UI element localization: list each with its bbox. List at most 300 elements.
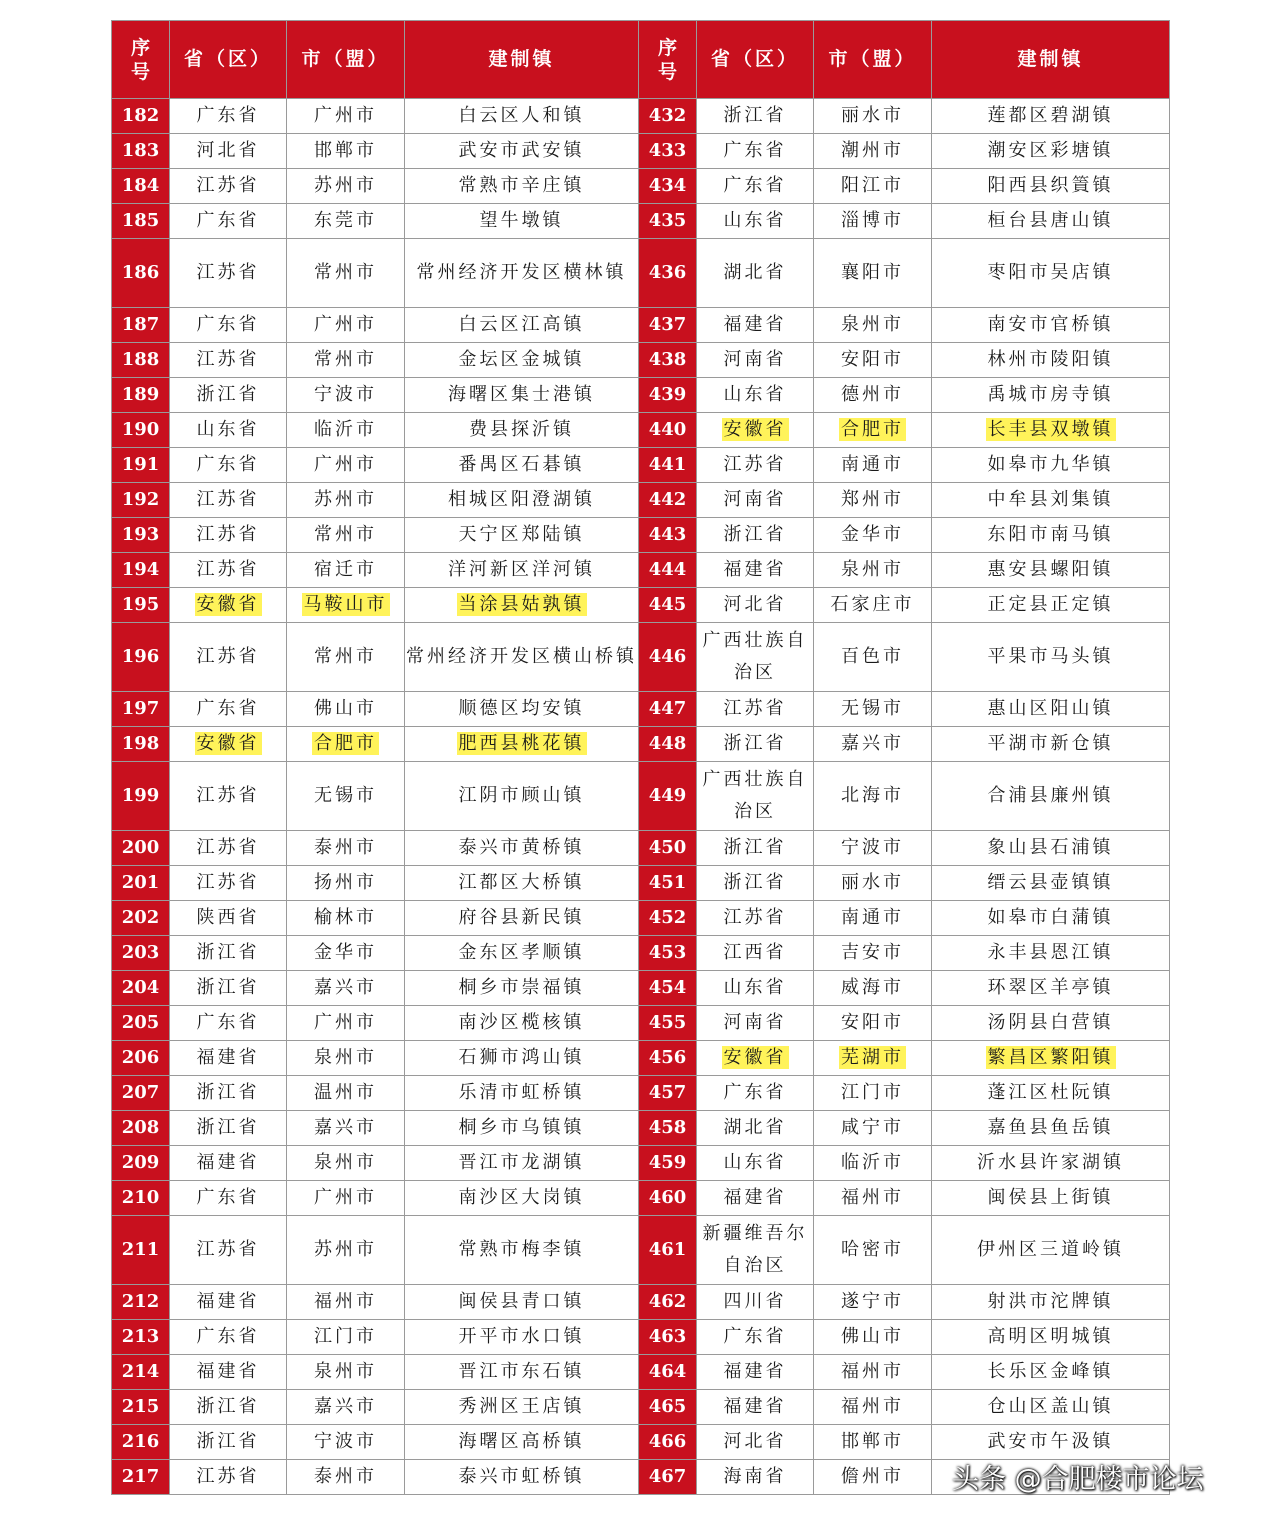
seq-cell-right: 441	[639, 448, 697, 483]
city-cell-left: 广州市	[287, 99, 405, 134]
town-cell-left: 武安市武安镇	[405, 134, 639, 169]
city-cell-right: 无锡市	[814, 692, 932, 727]
table-row	[112, 623, 1170, 692]
town-cell-right: 缙云县壶镇镇	[932, 866, 1170, 901]
city-cell-right: 遂宁市	[814, 1285, 932, 1320]
city-cell-right: 郑州市	[814, 483, 932, 518]
town-cell-left: 泰兴市虹桥镇	[405, 1460, 639, 1495]
header-city-right: 市（盟）	[814, 21, 932, 99]
table-row	[112, 692, 1170, 727]
town-cell-left: 乐清市虹桥镇	[405, 1076, 639, 1111]
city-cell-right: 丽水市	[814, 99, 932, 134]
city-cell-right: 丽水市	[814, 866, 932, 901]
town-cell-left: 开平市水口镇	[405, 1320, 639, 1355]
province-cell-right: 河南省	[697, 343, 814, 378]
province-cell-right: 福建省	[697, 1181, 814, 1216]
seq-cell-right: 433	[639, 134, 697, 169]
province-cell-left: 浙江省	[170, 1390, 287, 1425]
town-list-sheet	[111, 20, 1170, 1495]
province-cell-left: 浙江省	[170, 1425, 287, 1460]
seq-cell-right: 460	[639, 1181, 697, 1216]
city-cell-right: 淄博市	[814, 204, 932, 239]
seq-cell-right: 462	[639, 1285, 697, 1320]
province-cell-left: 江苏省	[170, 483, 287, 518]
table-row	[112, 378, 1170, 413]
town-cell-left: 桐乡市乌镇镇	[405, 1111, 639, 1146]
header-seq-right: 序 号	[639, 21, 697, 99]
town-cell-left: 望牛墩镇	[405, 204, 639, 239]
seq-cell-right: 444	[639, 553, 697, 588]
seq-cell-right: 443	[639, 518, 697, 553]
town-cell-left: 晋江市东石镇	[405, 1355, 639, 1390]
city-cell-left: 泰州市	[287, 831, 405, 866]
highlighted-text: 安徽省	[196, 594, 260, 615]
province-cell-right: 山东省	[697, 1146, 814, 1181]
city-cell-right: 泉州市	[814, 553, 932, 588]
town-cell-left: 闽侯县青口镇	[405, 1285, 639, 1320]
table-row	[112, 343, 1170, 378]
table-body	[112, 99, 1170, 1495]
province-cell-left: 浙江省	[170, 378, 287, 413]
province-cell-right: 新疆维吾尔自治区	[697, 1216, 814, 1285]
town-cell-left: 顺德区均安镇	[405, 692, 639, 727]
table-row	[112, 448, 1170, 483]
table-row	[112, 518, 1170, 553]
city-cell-right: 福州市	[814, 1181, 932, 1216]
province-cell-left: 广东省	[170, 448, 287, 483]
city-cell-left	[287, 588, 405, 623]
town-cell-left: 晋江市龙湖镇	[405, 1146, 639, 1181]
province-cell-left: 河北省	[170, 134, 287, 169]
town-cell-left: 南沙区大岗镇	[405, 1181, 639, 1216]
table-row	[112, 727, 1170, 762]
seq-cell-left: 183	[112, 134, 170, 169]
city-cell-left: 常州市	[287, 343, 405, 378]
province-cell-left: 浙江省	[170, 971, 287, 1006]
city-cell-right: 安阳市	[814, 1006, 932, 1041]
city-cell-right	[814, 1041, 932, 1076]
province-cell-left: 浙江省	[170, 1076, 287, 1111]
highlighted-text: 芜湖市	[841, 1047, 904, 1068]
town-cell-left: 江都区大桥镇	[405, 866, 639, 901]
province-cell-right: 江苏省	[697, 448, 814, 483]
seq-cell-left: 189	[112, 378, 170, 413]
table-row	[112, 483, 1170, 518]
seq-cell-right: 454	[639, 971, 697, 1006]
town-cell-left: 金坛区金城镇	[405, 343, 639, 378]
highlighted-text: 安徽省	[723, 1047, 787, 1068]
seq-cell-right: 442	[639, 483, 697, 518]
city-cell-left: 泉州市	[287, 1041, 405, 1076]
city-cell-right: 石家庄市	[814, 588, 932, 623]
town-cell-right: 惠安县螺阳镇	[932, 553, 1170, 588]
province-cell-right: 山东省	[697, 378, 814, 413]
province-cell-right	[697, 413, 814, 448]
city-cell-right: 佛山市	[814, 1320, 932, 1355]
highlighted-text: 繁昌区繁阳镇	[987, 1047, 1114, 1068]
city-cell-left: 佛山市	[287, 692, 405, 727]
highlighted-text: 当涂县姑孰镇	[458, 594, 585, 615]
town-cell-left: 天宁区郑陆镇	[405, 518, 639, 553]
town-cell-right: 长乐区金峰镇	[932, 1355, 1170, 1390]
town-cell-left: 番禺区石碁镇	[405, 448, 639, 483]
seq-cell-right: 457	[639, 1076, 697, 1111]
table-row	[112, 134, 1170, 169]
seq-cell-right: 437	[639, 308, 697, 343]
seq-cell-right: 451	[639, 866, 697, 901]
province-cell-left: 广东省	[170, 1181, 287, 1216]
city-cell-left: 嘉兴市	[287, 1390, 405, 1425]
town-cell-right: 正定县正定镇	[932, 588, 1170, 623]
table-row	[112, 1076, 1170, 1111]
city-cell-right: 金华市	[814, 518, 932, 553]
province-cell-left: 福建省	[170, 1285, 287, 1320]
town-cell-right: 中牟县刘集镇	[932, 483, 1170, 518]
seq-cell-left: 199	[112, 762, 170, 831]
province-cell-right: 广西壮族自治区	[697, 623, 814, 692]
town-cell-left: 南沙区榄核镇	[405, 1006, 639, 1041]
city-cell-left: 金华市	[287, 936, 405, 971]
province-cell-left: 江苏省	[170, 866, 287, 901]
seq-cell-left: 214	[112, 1355, 170, 1390]
city-cell-left: 宁波市	[287, 1425, 405, 1460]
city-cell-left: 福州市	[287, 1285, 405, 1320]
province-cell-right: 河北省	[697, 588, 814, 623]
town-cell-left: 洋河新区洋河镇	[405, 553, 639, 588]
seq-cell-right: 439	[639, 378, 697, 413]
table-row	[112, 1006, 1170, 1041]
seq-cell-right: 435	[639, 204, 697, 239]
province-cell-right: 广西壮族自治区	[697, 762, 814, 831]
seq-cell-left: 191	[112, 448, 170, 483]
city-cell-left: 广州市	[287, 1006, 405, 1041]
town-cell-left: 桐乡市崇福镇	[405, 971, 639, 1006]
table-row	[112, 1216, 1170, 1285]
highlighted-text: 合肥市	[314, 733, 377, 754]
seq-cell-left: 202	[112, 901, 170, 936]
province-cell-left: 江苏省	[170, 762, 287, 831]
province-cell-right: 浙江省	[697, 727, 814, 762]
city-cell-left: 苏州市	[287, 1216, 405, 1285]
seq-cell-left: 206	[112, 1041, 170, 1076]
city-cell-left: 苏州市	[287, 169, 405, 204]
table-row	[112, 936, 1170, 971]
city-cell-left: 广州市	[287, 448, 405, 483]
city-cell-left: 苏州市	[287, 483, 405, 518]
town-cell-right: 嘉鱼县鱼岳镇	[932, 1111, 1170, 1146]
seq-cell-left: 207	[112, 1076, 170, 1111]
province-cell-right: 海南省	[697, 1460, 814, 1495]
city-cell-right: 威海市	[814, 971, 932, 1006]
seq-cell-right: 463	[639, 1320, 697, 1355]
table-row	[112, 553, 1170, 588]
seq-cell-left: 193	[112, 518, 170, 553]
seq-cell-left: 192	[112, 483, 170, 518]
town-cell-right: 禹城市房寺镇	[932, 378, 1170, 413]
table-row	[112, 971, 1170, 1006]
seq-cell-right: 449	[639, 762, 697, 831]
town-cell-right: 南安市官桥镇	[932, 308, 1170, 343]
province-cell-right: 山东省	[697, 204, 814, 239]
town-cell-left: 海曙区高桥镇	[405, 1425, 639, 1460]
city-cell-right: 襄阳市	[814, 239, 932, 308]
town-cell-right: 蓬江区杜阮镇	[932, 1076, 1170, 1111]
town-cell-right	[932, 413, 1170, 448]
town-cell-right: 惠山区阳山镇	[932, 692, 1170, 727]
town-cell-left: 金东区孝顺镇	[405, 936, 639, 971]
seq-cell-right: 432	[639, 99, 697, 134]
seq-cell-left: 190	[112, 413, 170, 448]
province-cell-right: 河南省	[697, 483, 814, 518]
seq-cell-right: 452	[639, 901, 697, 936]
province-cell-left: 浙江省	[170, 1111, 287, 1146]
province-cell-right: 河北省	[697, 1425, 814, 1460]
town-cell-left: 相城区阳澄湖镇	[405, 483, 639, 518]
highlighted-text: 长丰县双墩镇	[987, 419, 1114, 440]
city-cell-right: 福州市	[814, 1355, 932, 1390]
town-cell-right: 平果市马头镇	[932, 623, 1170, 692]
city-cell-right: 百色市	[814, 623, 932, 692]
town-cell-right: 林州市陵阳镇	[932, 343, 1170, 378]
town-cell-right: 如皋市九华镇	[932, 448, 1170, 483]
city-cell-right: 临沂市	[814, 1146, 932, 1181]
town-cell-right: 高明区明城镇	[932, 1320, 1170, 1355]
table-row	[112, 99, 1170, 134]
city-cell-right: 南通市	[814, 448, 932, 483]
city-cell-left: 榆林市	[287, 901, 405, 936]
highlighted-text: 肥西县桃花镇	[458, 733, 585, 754]
town-cell-left	[405, 588, 639, 623]
province-cell-left: 广东省	[170, 1320, 287, 1355]
town-cell-right: 沂水县许家湖镇	[932, 1146, 1170, 1181]
table-row	[112, 1181, 1170, 1216]
town-cell-left: 秀洲区王店镇	[405, 1390, 639, 1425]
province-cell-left: 陕西省	[170, 901, 287, 936]
town-cell-left	[405, 727, 639, 762]
table-row	[112, 1146, 1170, 1181]
seq-cell-left: 195	[112, 588, 170, 623]
header-province-right: 省（区）	[697, 21, 814, 99]
seq-cell-left: 210	[112, 1181, 170, 1216]
province-cell-right: 浙江省	[697, 99, 814, 134]
table-row	[112, 1041, 1170, 1076]
town-cell-right: 象山县石浦镇	[932, 831, 1170, 866]
seq-cell-right: 445	[639, 588, 697, 623]
province-cell-right: 福建省	[697, 1390, 814, 1425]
province-cell-left: 广东省	[170, 99, 287, 134]
table-row	[112, 308, 1170, 343]
watermark-text: 头条 @合肥楼市论坛	[952, 1464, 1204, 1495]
city-cell-right: 儋州市	[814, 1460, 932, 1495]
header-town-right: 建制镇	[932, 21, 1170, 99]
seq-cell-left: 211	[112, 1216, 170, 1285]
province-cell-right: 福建省	[697, 308, 814, 343]
city-cell-right: 德州市	[814, 378, 932, 413]
seq-cell-left: 197	[112, 692, 170, 727]
city-cell-left: 扬州市	[287, 866, 405, 901]
city-cell-right: 江门市	[814, 1076, 932, 1111]
town-cell-left: 常州经济开发区横林镇	[405, 239, 639, 308]
seq-cell-right: 459	[639, 1146, 697, 1181]
city-cell-left: 宿迁市	[287, 553, 405, 588]
seq-cell-right: 446	[639, 623, 697, 692]
table-row	[112, 866, 1170, 901]
seq-cell-left: 205	[112, 1006, 170, 1041]
city-cell-left: 泰州市	[287, 1460, 405, 1495]
seq-cell-right: 467	[639, 1460, 697, 1495]
city-cell-left: 嘉兴市	[287, 971, 405, 1006]
province-cell-left: 福建省	[170, 1355, 287, 1390]
seq-cell-left: 194	[112, 553, 170, 588]
province-cell-right: 江西省	[697, 936, 814, 971]
seq-cell-right: 456	[639, 1041, 697, 1076]
seq-cell-left: 215	[112, 1390, 170, 1425]
seq-cell-left: 208	[112, 1111, 170, 1146]
province-cell-right: 山东省	[697, 971, 814, 1006]
highlighted-text: 安徽省	[723, 419, 787, 440]
seq-cell-right: 464	[639, 1355, 697, 1390]
header-town-left: 建制镇	[405, 21, 639, 99]
town-cell-right: 武安市午汲镇	[932, 1425, 1170, 1460]
seq-cell-right: 465	[639, 1390, 697, 1425]
seq-cell-left: 198	[112, 727, 170, 762]
city-cell-left: 无锡市	[287, 762, 405, 831]
province-cell-right: 浙江省	[697, 866, 814, 901]
city-cell-right: 潮州市	[814, 134, 932, 169]
town-cell-left: 石狮市鸿山镇	[405, 1041, 639, 1076]
province-cell-left: 广东省	[170, 308, 287, 343]
town-cell-left: 白云区江高镇	[405, 308, 639, 343]
table-row	[112, 588, 1170, 623]
province-cell-right: 福建省	[697, 553, 814, 588]
town-cell-right: 永丰县恩江镇	[932, 936, 1170, 971]
seq-cell-left: 217	[112, 1460, 170, 1495]
town-cell-right: 仓山区盖山镇	[932, 1390, 1170, 1425]
city-cell-right: 邯郸市	[814, 1425, 932, 1460]
header-row	[112, 21, 1170, 99]
town-table	[111, 20, 1170, 1495]
province-cell-left: 江苏省	[170, 169, 287, 204]
province-cell-right: 浙江省	[697, 518, 814, 553]
table-row	[112, 239, 1170, 308]
seq-cell-left: 203	[112, 936, 170, 971]
city-cell-left: 常州市	[287, 239, 405, 308]
province-cell-left: 浙江省	[170, 936, 287, 971]
seq-cell-left: 212	[112, 1285, 170, 1320]
seq-cell-left: 188	[112, 343, 170, 378]
province-cell-right: 广东省	[697, 1320, 814, 1355]
city-cell-right: 咸宁市	[814, 1111, 932, 1146]
highlighted-text: 马鞍山市	[303, 594, 388, 615]
city-cell-right: 嘉兴市	[814, 727, 932, 762]
province-cell-right: 江苏省	[697, 901, 814, 936]
province-cell-left: 江苏省	[170, 1216, 287, 1285]
seq-cell-left: 186	[112, 239, 170, 308]
table-row	[112, 1111, 1170, 1146]
city-cell-left: 泉州市	[287, 1146, 405, 1181]
province-cell-left: 福建省	[170, 1041, 287, 1076]
seq-cell-left: 213	[112, 1320, 170, 1355]
seq-cell-left: 216	[112, 1425, 170, 1460]
table-row	[112, 1390, 1170, 1425]
table-row	[112, 1425, 1170, 1460]
town-cell-left: 江阴市顾山镇	[405, 762, 639, 831]
seq-cell-left: 187	[112, 308, 170, 343]
town-cell-right: 合浦县廉州镇	[932, 762, 1170, 831]
table-row	[112, 204, 1170, 239]
seq-cell-right: 453	[639, 936, 697, 971]
town-cell-right	[932, 1041, 1170, 1076]
seq-cell-left: 209	[112, 1146, 170, 1181]
province-cell-right: 广东省	[697, 169, 814, 204]
city-cell-left: 宁波市	[287, 378, 405, 413]
header-seq-left: 序 号	[112, 21, 170, 99]
seq-cell-right: 455	[639, 1006, 697, 1041]
seq-cell-right: 461	[639, 1216, 697, 1285]
city-cell-left: 广州市	[287, 1181, 405, 1216]
province-cell-left: 广东省	[170, 692, 287, 727]
town-cell-right: 环翠区羊亭镇	[932, 971, 1170, 1006]
seq-cell-right: 447	[639, 692, 697, 727]
seq-cell-left: 184	[112, 169, 170, 204]
province-cell-left: 广东省	[170, 204, 287, 239]
province-cell-left: 山东省	[170, 413, 287, 448]
seq-cell-left: 185	[112, 204, 170, 239]
province-cell-left: 福建省	[170, 1146, 287, 1181]
city-cell-left: 东莞市	[287, 204, 405, 239]
town-cell-right: 阳西县织篢镇	[932, 169, 1170, 204]
province-cell-left: 江苏省	[170, 239, 287, 308]
town-cell-right: 平湖市新仓镇	[932, 727, 1170, 762]
seq-cell-right: 434	[639, 169, 697, 204]
town-cell-right: 伊州区三道岭镇	[932, 1216, 1170, 1285]
province-cell-left: 江苏省	[170, 1460, 287, 1495]
city-cell-right: 阳江市	[814, 169, 932, 204]
town-cell-right: 如皋市白蒲镇	[932, 901, 1170, 936]
province-cell-right: 广东省	[697, 134, 814, 169]
city-cell-left: 临沂市	[287, 413, 405, 448]
table-row	[112, 1355, 1170, 1390]
province-cell-left: 江苏省	[170, 831, 287, 866]
city-cell-right: 哈密市	[814, 1216, 932, 1285]
town-cell-left: 常州经济开发区横山桥镇	[405, 623, 639, 692]
seq-cell-left: 200	[112, 831, 170, 866]
header-province-left: 省（区）	[170, 21, 287, 99]
province-cell-right: 湖北省	[697, 239, 814, 308]
town-cell-right: 闽侯县上街镇	[932, 1181, 1170, 1216]
city-cell-left: 嘉兴市	[287, 1111, 405, 1146]
town-cell-right: 桓台县唐山镇	[932, 204, 1170, 239]
seq-cell-left: 201	[112, 866, 170, 901]
town-cell-left: 常熟市辛庄镇	[405, 169, 639, 204]
province-cell-right: 河南省	[697, 1006, 814, 1041]
highlighted-text: 合肥市	[841, 419, 904, 440]
city-cell-right: 泉州市	[814, 308, 932, 343]
city-cell-right: 吉安市	[814, 936, 932, 971]
highlighted-text: 安徽省	[196, 733, 260, 754]
seq-cell-right: 458	[639, 1111, 697, 1146]
town-cell-right: 潮安区彩塘镇	[932, 134, 1170, 169]
province-cell-right: 福建省	[697, 1355, 814, 1390]
seq-cell-left: 182	[112, 99, 170, 134]
province-cell-left	[170, 727, 287, 762]
seq-cell-right: 436	[639, 239, 697, 308]
province-cell-left: 江苏省	[170, 518, 287, 553]
city-cell-right: 宁波市	[814, 831, 932, 866]
city-cell-left: 常州市	[287, 623, 405, 692]
city-cell-left: 广州市	[287, 308, 405, 343]
province-cell-right: 湖北省	[697, 1111, 814, 1146]
